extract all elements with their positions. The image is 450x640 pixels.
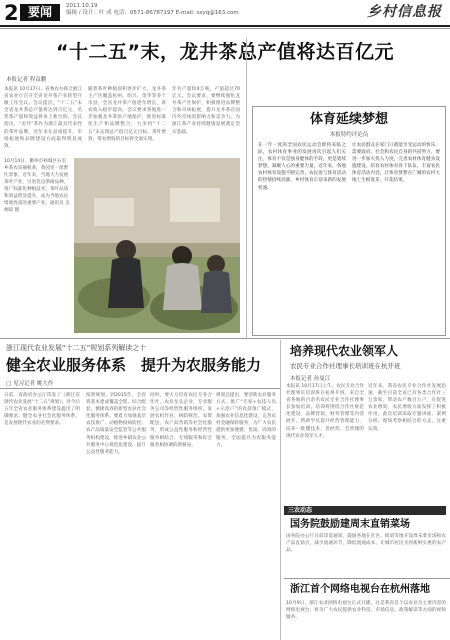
service-col-2: 同时，要大力培育农民专业合作社、农业龙头企业、专业服务公司等经营性服务组织，发展农机作业、统防统治、农资配送、农产品营销等社会化服务，形成公益性服务和经营性服务相结合、专项服务和综合服务相协调的新格局。 [150,393,212,448]
lead-headline: “十二五”末，龙井茶总产值将达百亿元 [56,41,394,63]
page-number: 2 [4,1,19,25]
series-kicker: 浙江现代农业发展“十二五”规划系列解读之十 [6,344,147,352]
section-divider [0,338,450,339]
lead-byline: 本报记者 程益鹏 [6,77,47,83]
commentary-title: 体育延续梦想 [309,112,388,127]
service-headline: 健全农业服务体系 提升为农服务能力 [6,356,262,374]
service-col-1: 按照规划，到2015年，全省将基本建成覆盖全程、综合配套、便捷高效的新型农业社会化服务体系。要着力加强基层农技推广、动植物疫病防控、农产品质量安全监管等公共服务机构建设，推进乡镇农业公共服务中心规范化建设，提升公益性服务能力。 [86,393,146,455]
service-sidebar: 日前，省政府办公厅印发了《浙江省现代农业发展“十二五”规划》，对今后五年全省农业服务体系建设提出了明确要求。健全农业社会化服务体系，是发展现代农业的必然要求。 [4,393,80,427]
header-rule [0,25,450,27]
leader-col-1: 本报讯 10月17日上午，农民专业合作社理事长培训班在杭州开班，来自全省各地的百余名农民专业合作社理事长参加培训。培训将围绕合作社规范化建设、品牌营销、财务管理等内容展开，帮助学员提升经营管理能力，培养一批懂技术、善经营、会管理的现代农业领军人才。 [286,384,364,439]
commentary-subtitle: 本报特约评论员 [329,132,369,138]
lead-col-2: 随着茶叶种植面积逐步扩大，龙井茶主产区覆盖杭州、绍兴、金华等多个市县，全省龙井茶产值逐年增长，茶农收入稳步提高。会议要求各地进一步加强龙井茶原产地保护，推进标准化生产和品牌整合，力争到“十二五”末实现总产值百亿元目标，茶叶增效、茶农增收的目标将全面实现。 [88,87,166,142]
lead-col-3: 年共产量约4万吨，产值超过70亿元。会议要求，要继续强化龙井茶产区保护，积极推进品牌整合和市场拓展，提升龙井茶在国内外市场的影响力和竞争力，为浙江茶产业持续健康发展奠定坚实基础。 [172,87,240,135]
header-meta [66,3,239,17]
leader-headline: 培养现代农业领军人 [290,344,399,358]
brief-label: 三农动态 [284,506,446,515]
masthead-logo: 乡村信息报 [367,4,442,20]
leader-kicker: 农民专业合作社理事长培训班在杭开班 [290,362,401,370]
bottom-headline: 浙江首个网络电视台在杭州落地 [290,584,430,595]
tea-farmers-photo [74,158,240,333]
header-rule-thin [0,28,450,29]
service-byline: □ 见习记者 姚大作 [6,381,54,387]
brief-text: 国务院办公厅日前印发通知，鼓励各地在社区、街道等地开设周末菜市场和农产品直销点，减少流通环节，降低流通成本，让城市居民买到新鲜实惠的农产品。 [286,534,446,554]
editor-contact: 编辑 / 设计：叶 成 电话：0571-86787197 E-mail: sxyq@163.com [66,10,239,16]
photo-caption: 10月14日，衢州市柯城区石室乡茶农采摘秋茶，茶园里一派繁忙景象。近年来，当地大力发展茶叶产业，引进优良茶树品种，推广标准化种植技术，茶叶品质和效益明显提升，成为当地农民增收致富的重要产业。通讯员 吴炯琼 摄 [4,159,70,213]
leader-col-2: 近年来，我省农民专业合作社发展迅速，截至目前全省已有各类合作社三万余家，带动农户数百万户，在促进农业增效、农民增收方面发挥了积极作用。此次培训采取专题讲座、案例分析、现场考察相结合的方式，注重实效。 [368,384,446,432]
lead-col-1: 本报讯 10月17日，省委农办联合浙江省农业厅召开全省龙井茶产业转型升级工作会议。会议提出，“十二五”末全省龙井茶总产值将达到百亿元，名优茶产量和效益将再上新台阶。会议指出，“龙井”茶作为浙江最具代表性的茶叶品牌，近年来在品质提升、市场拓展和品牌建设方面取得明显成效。 [4,87,82,149]
service-col-3: 规划还提出，要创新农业服务方式，推广“专家+农技人员+示范户”的农技推广模式，加强农业信息化建设，完善农村金融保险服务，为广大农民提供更加便捷、优质、高效的服务，全面提升为农服务能力。 [216,393,276,448]
brief-headline: 国务院鼓励建周末直销菜场 [290,519,410,530]
right-divider [280,340,281,640]
photo-illustration [74,158,240,333]
section-label: 要闻 [20,4,60,21]
leader-byline: 本报记者 孙曼江 [290,376,331,382]
commentary-col-2: 让农民群众在家门口就能享受运动的快乐，需要政府、社会和农民自身的共同努力。要进一步加大投入力度，完善农村体育健身设施建设，培育农村体育骨干队伍，丰富农民体育活动内容，让体育梦想在广阔的农村大地上生根发芽、开花结果。 [352,143,440,184]
service-rule [0,388,280,389]
issue-date: 2011.10.19 [66,3,98,9]
bottom-rule [284,578,450,579]
bottom-text: 10月9日，浙江农业网络电视台正式开播，这是我省首个以农业为主要内容的网络电视台，将为广大农民提供农业科技、市场信息、政策解读等方面的视频服务。 [286,601,446,621]
column-divider [246,38,248,338]
commentary-col-1: 在一年一度的全国农民运动会即将来临之际，农村体育事业的发展再次引起人们关注。体育不仅是强身健体的手段，更是延续梦想、凝聚人心的重要力量。近年来，各地农村体育设施不断完善，农民参与体育活动的热情持续高涨，乡村体育正迎来新的发展机遇。 [258,143,346,191]
